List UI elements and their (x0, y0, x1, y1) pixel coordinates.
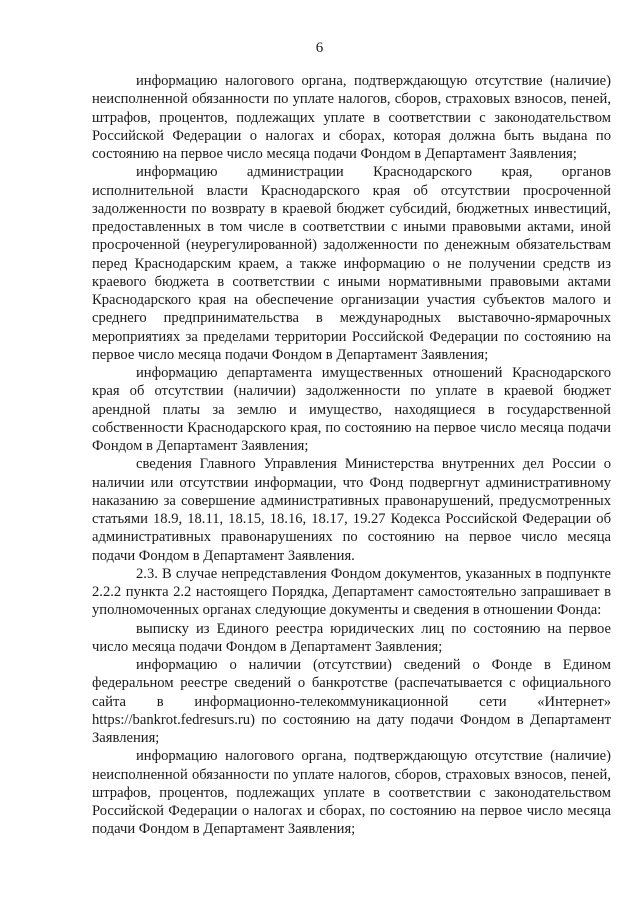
paragraph-property-info: информацию департамента имущественных отношений Краснодарского края об отсутствии (наличии) задолженности по уплате в краевой бюджет арендной платы за землю и имущество, находящиеся в государственной собственности Краснодарского края, по состоянию на первое число месяца подачи Фондом в Департамент Заявления; (92, 365, 611, 454)
document-body (92, 72, 611, 839)
paragraph-administration-info: информацию администрации Краснодарского края, органов исполнительной власти Краснодарского края об отсутствии просроченной задолженности по возврату в краевой бюджет субсидий, бюджетных инвестиций, предоставленных в том числе в соответствии с иными правовыми актами, иной просроченной (неурегулированной) задолженности по денежным обязательствам перед Краснодарским краем, а также информацию о не получении средств из краевого бюджета в соответствии с иными нормативными правовыми актами Краснодарского края на обеспечение организации участия субъектов малого и среднего предпринимательства в международных выставочно-ярмарочных мероприятиях за пределами территории Российской Федерации по состоянию на первое число месяца подачи Фондом в Департамент Заявления; (92, 164, 611, 363)
paragraph-bankruptcy-info: информацию о наличии (отсутствии) сведений о Фонде в Едином федеральном реестре сведений о банкротстве (распечатывается с официального сайта в информационно-телекоммуникационной сети «Интернет» https://bankrot.fedresurs.ru) по состоянию на дату подачи Фондом в Департамент Заявления; (92, 657, 611, 746)
paragraph-registry-extract: выписку из Единого реестра юридических лиц по состоянию на первое число месяца подачи Фондом в Департамент Заявления; (92, 620, 611, 655)
page-number: 6 (315, 40, 324, 56)
paragraph-interior-ministry-info: сведения Главного Управления Министерства внутренних дел России о наличии или отсутствии информации, что Фонд подвергнут административному наказанию за совершение административных правонарушений, предусмотренных статьями 18.9, 18.11, 18.15, 18.16, 18.17, 19.27 Кодекса Российской Федерации об административных правонарушениях по состоянию на первое число месяца подачи Фондом в Департамент Заявления. (92, 456, 611, 564)
paragraph-tax-info-1: информацию налогового органа, подтверждающую отсутствие (наличие) неисполненной обязанности по уплате налогов, сборов, страховых взносов, пеней, штрафов, процентов, подлежащих уплате в соответствии с законодательством Российской Федерации о налогах и сборах, которая должна быть выдана по состоянию на первое число месяца подачи Фондом в Департамент Заявления; (92, 73, 611, 162)
paragraph-section-2-3: 2.3. В случае непредставления Фондом документов, указанных в подпункте 2.2.2 пункта 2.2 настоящего Порядка, Департамент самостоятельно запрашивает в уполномоченных органах следующие документы и сведения в отношении Фонда: (92, 565, 611, 619)
paragraph-tax-info-2: информацию налогового органа, подтверждающую отсутствие (наличие) неисполненной обязанности по уплате налогов, сборов, страховых взносов, пеней, штрафов, процентов, подлежащих уплате в соответствии с законодательством Российской Федерации о налогах и сборах, по состоянию на первое число месяца подачи Фондом в Департамент Заявления; (92, 748, 611, 838)
